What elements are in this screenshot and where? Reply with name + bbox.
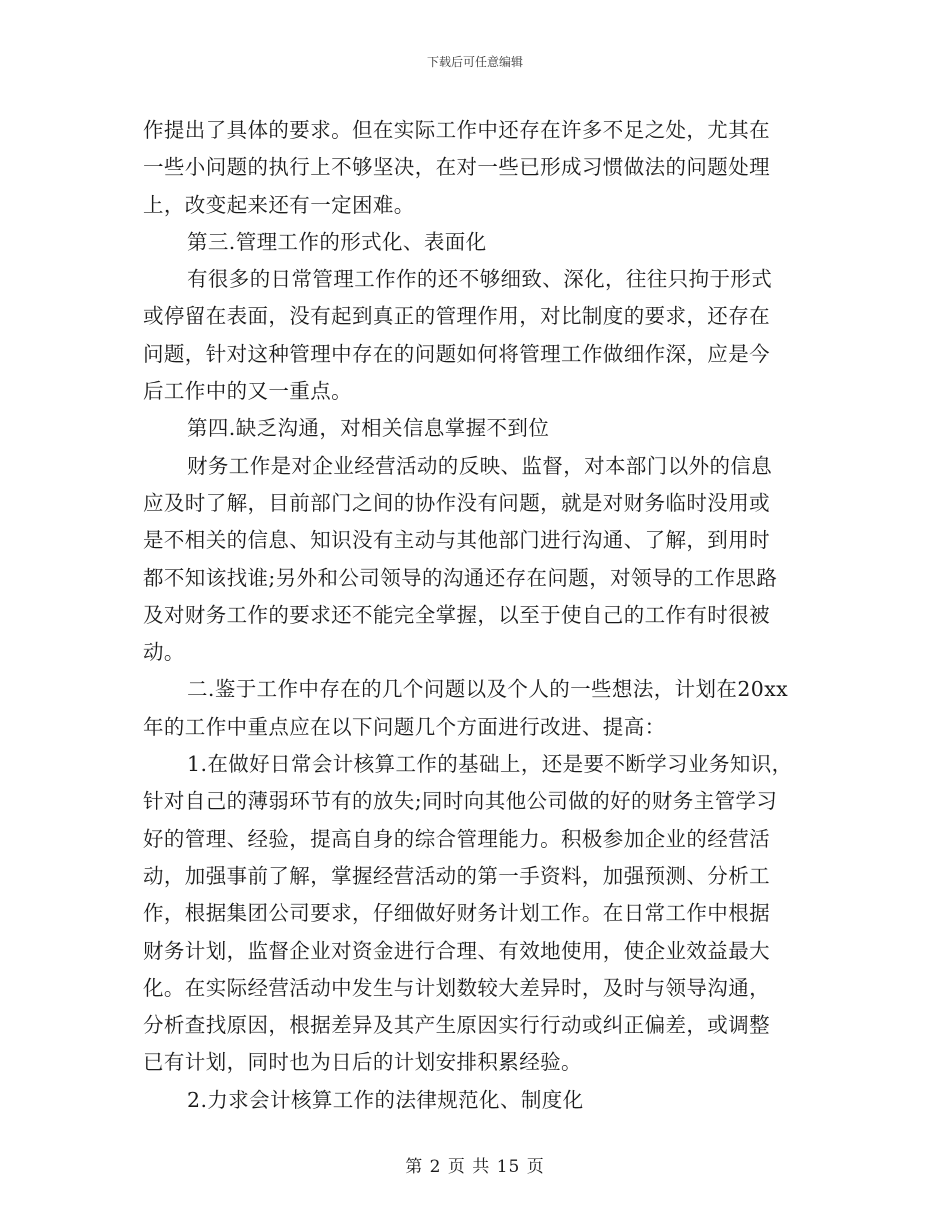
text-line: 后工作中的又一重点。 [143, 379, 352, 404]
text-line: 分析查找原因，根据差异及其产生原因实行行动或纠正偏差，或调整 [143, 1013, 770, 1038]
list-item-1: 1.在做好日常会计核算工作的基础上，还是要不断学习业务知识， [187, 752, 793, 777]
text-line: 或停留在表面，没有起到真正的管理作用，对比制度的要求，还存在 [143, 304, 770, 329]
text-line: 年的工作中重点应在以下问题几个方面进行改进、提高： [143, 714, 666, 739]
text-line: 都不知该找谁;另外和公司领导的沟通还存在问题，对领导的工作思路 [143, 565, 778, 590]
section-heading-4: 第四.缺乏沟通，对相关信息掌握不到位 [187, 416, 550, 441]
text-line: 一些小问题的执行上不够坚决，在对一些已形成习惯做法的问题处理 [143, 155, 770, 180]
text-line: 作提出了具体的要求。但在实际工作中还存在许多不足之处，尤其在 [143, 118, 770, 142]
page-header-note: 下载后可任意编辑 [426, 55, 523, 69]
text-line: 化。在实际经营活动中发生与计划数较大差异时，及时与领导沟通， [143, 975, 770, 1000]
text-line: 是不相关的信息、知识没有主动与其他部门进行沟通、了解，到用时 [143, 528, 770, 553]
text-line: 好的管理、经验，提高自身的综合管理能力。积极参加企业的经营活 [143, 826, 770, 851]
text-line: 动。 [143, 640, 185, 665]
text-line: 上，改变起来还有一定困难。 [143, 192, 415, 217]
text-line: 财务计划，监督企业对资金进行合理、有效地使用，使企业效益最大 [143, 938, 770, 963]
text-line: 及对财务工作的要求还不能完全掌握，以至于使自己的工作有时很被 [143, 602, 770, 627]
text-line: 有很多的日常管理工作作的还不够细致、深化，往往只拘于形式 [187, 267, 773, 292]
text-line: 作，根据集团公司要求，仔细做好财务计划工作。在日常工作中根据 [143, 901, 770, 926]
text-line: 针对自己的薄弱环节有的放失;同时向其他公司做的好的财务主管学习 [143, 789, 778, 814]
text-line: 问题，针对这种管理中存在的问题如何将管理工作做细作深，应是今 [143, 341, 770, 366]
text-line: 已有计划，同时也为日后的计划安排积累经验。 [143, 1050, 582, 1075]
document-body [143, 112, 808, 1119]
list-item-2: 2.力求会计核算工作的法律规范化、制度化 [187, 1087, 584, 1112]
text-line: 应及时了解，目前部门之间的协作没有问题，就是对财务临时没用或 [143, 490, 770, 515]
text-line: 财务工作是对企业经营活动的反映、监督，对本部门以外的信息 [187, 453, 773, 478]
text-line: 二.鉴于工作中存在的几个问题以及个人的一些想法，计划在20xx [187, 677, 789, 702]
page-number-footer: 第 2 页 共 15 页 [405, 1157, 545, 1177]
text-line: 动，加强事前了解，掌握经营活动的第一手资料，加强预测、分析工 [143, 863, 770, 888]
section-heading-3: 第三.管理工作的形式化、表面化 [187, 229, 487, 254]
